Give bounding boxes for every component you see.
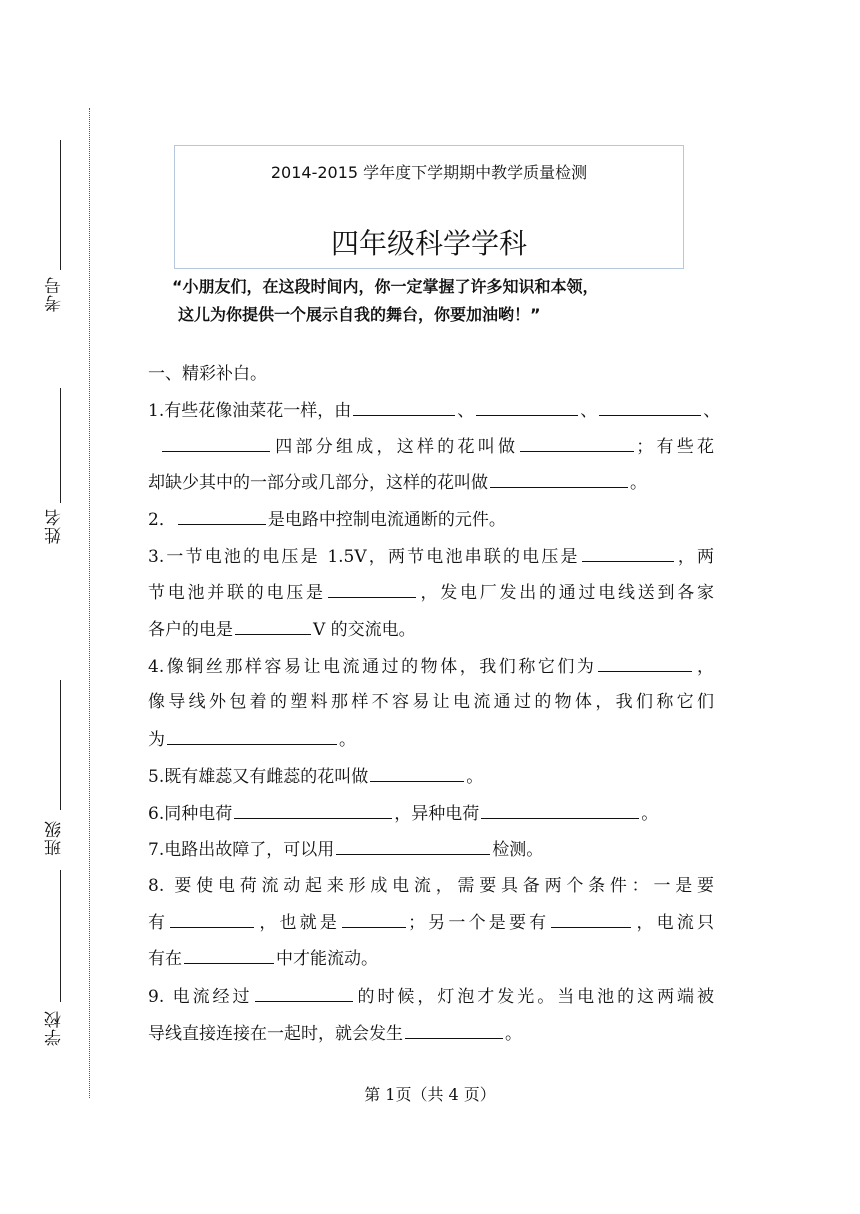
school-label: 学校	[45, 1010, 65, 1046]
question-3-line-1: 3.一节电池的电压是 1.5V，两节电池串联的电压是 ，两	[148, 544, 714, 568]
question-9-line-2: 导线直接连接在一起时，就会发生 。	[148, 1021, 714, 1045]
page-number: 第 1页（共 4 页）	[364, 1085, 496, 1104]
blank[interactable]	[328, 580, 416, 598]
question-3-line-2: 节电池并联的电压是 ，发电厂发出的通过电线送到各家	[148, 580, 714, 604]
question-5: 5.既有雄蕊又有雌蕊的花叫做 。	[148, 764, 714, 788]
blank[interactable]	[481, 801, 639, 819]
exam-title: 2014-2015 学年度下学期期中教学质量检测	[270, 163, 588, 182]
blank[interactable]	[255, 984, 353, 1002]
blank[interactable]	[490, 470, 628, 488]
question-8-line-2: 有 ，也就是 ；另一个是要有 ，电流只	[148, 910, 714, 934]
exam-number-line	[60, 140, 61, 270]
binding-dotted-line	[89, 108, 90, 1098]
section-heading: 一、精彩补白。	[148, 364, 267, 384]
blank[interactable]	[234, 801, 392, 819]
blank[interactable]	[405, 1021, 503, 1039]
blank[interactable]	[582, 544, 674, 562]
blank[interactable]	[184, 946, 274, 964]
question-1-line-2: 四部分组成，这样的花叫做 ；有些花	[160, 434, 714, 458]
name-label: 姓名	[45, 508, 65, 544]
blank[interactable]	[520, 434, 634, 452]
question-4-line-3: 为 。	[148, 727, 714, 751]
question-8-line-1: 8. 要使电荷流动起来形成电流，需要具备两个条件：一是要	[148, 876, 714, 896]
question-4-line-1: 4.像铜丝那样容易让电流通过的物体，我们称它们为 ，	[148, 654, 714, 678]
question-9-line-1: 9. 电流经过 的时候，灯泡才发光。当电池的这两端被	[148, 984, 714, 1008]
class-label: 班级	[45, 820, 65, 856]
class-line	[60, 680, 61, 810]
blank[interactable]	[178, 507, 266, 525]
blank[interactable]	[336, 837, 490, 855]
blank[interactable]	[235, 617, 311, 635]
blank[interactable]	[170, 910, 254, 928]
school-line	[60, 870, 61, 1002]
question-6: 6.同种电荷 ，异种电荷 。	[148, 801, 714, 825]
blank[interactable]	[598, 654, 692, 672]
name-line	[60, 388, 61, 503]
motto-line-1: “小朋友们，在这段时间内，你一定掌握了许多知识和本领，	[172, 277, 599, 296]
question-3-line-3: 各户的电是 V 的交流电。	[148, 617, 714, 641]
blank[interactable]	[162, 434, 270, 452]
blank[interactable]	[476, 398, 578, 416]
blank[interactable]	[370, 764, 464, 782]
blank[interactable]	[551, 910, 631, 928]
blank[interactable]	[599, 398, 701, 416]
question-7: 7.电路出故障了，可以用 检测。	[148, 837, 714, 861]
motto-line-2: 这儿为你提供一个展示自我的舞台，你要加油哟！”	[178, 305, 541, 324]
blank[interactable]	[342, 910, 406, 928]
question-1-line-3: 却缺少其中的一部分或几部分，这样的花叫做 。	[148, 470, 714, 494]
question-8-line-3: 有在 中才能流动。	[148, 946, 714, 970]
subject-title: 四年级科学学科	[330, 227, 527, 260]
question-4-line-2: 像导线外包着的塑料那样不容易让电流通过的物体，我们称它们	[148, 692, 714, 712]
question-1-line-1: 1.有些花像油菜花一样，由 、 、 、	[148, 398, 714, 422]
blank[interactable]	[167, 727, 337, 745]
question-2: 2． 是电路中控制电流通断的元件。	[148, 507, 714, 531]
blank[interactable]	[353, 398, 455, 416]
exam-number-label: 考号	[45, 276, 65, 312]
